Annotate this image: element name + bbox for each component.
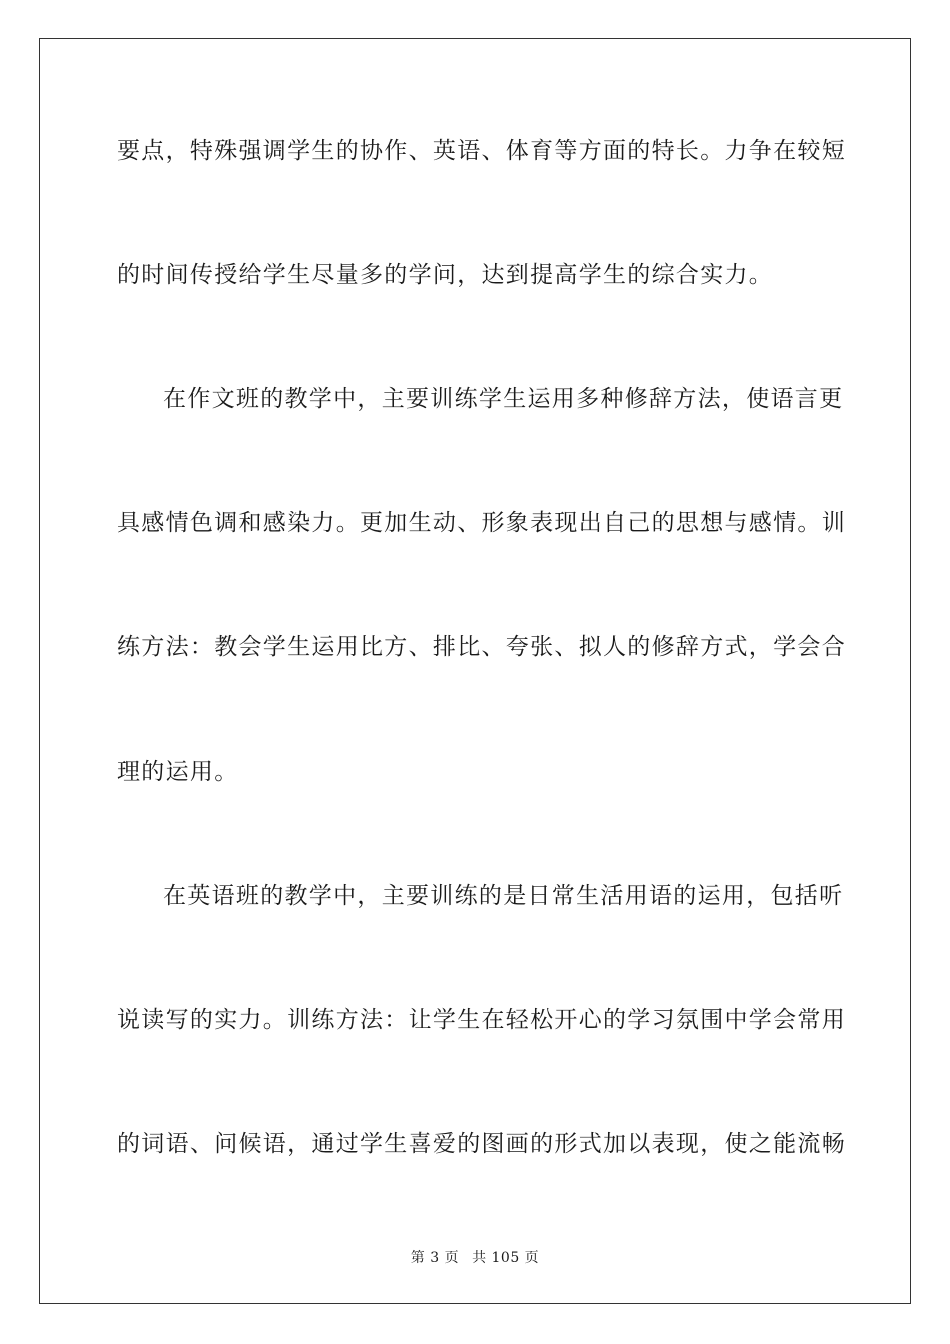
paragraph-start-line: 在作文班的教学中，主要训练学生运用多种修辞方法，使语言更 (163, 386, 844, 412)
page-total: 共 105 页 (472, 1250, 540, 1266)
page-footer (0, 1247, 950, 1267)
body-text-line: 说读写的实力。训练方法：让学生在轻松开心的学习氛围中学会常用 (117, 1007, 846, 1033)
page-border (39, 38, 911, 1304)
paragraph-start-line: 在英语班的教学中，主要训练的是日常生活用语的运用，包括听 (163, 883, 844, 909)
body-text-line: 具感情色调和感染力。更加生动、形象表现出自己的思想与感情。训 (117, 510, 846, 536)
page-number: 第 3 页 (410, 1250, 460, 1266)
body-text-line: 的时间传授给学生尽量多的学问，达到提高学生的综合实力。 (117, 262, 774, 288)
body-text-line: 练方法：教会学生运用比方、排比、夸张、拟人的修辞方式，学会合 (117, 634, 846, 660)
body-text-line: 要点，特殊强调学生的协作、英语、体育等方面的特长。力争在较短 (117, 138, 846, 164)
body-text-line: 理的运用。 (117, 759, 239, 785)
body-text-line: 的词语、问候语，通过学生喜爱的图画的形式加以表现，使之能流畅 (117, 1131, 846, 1157)
